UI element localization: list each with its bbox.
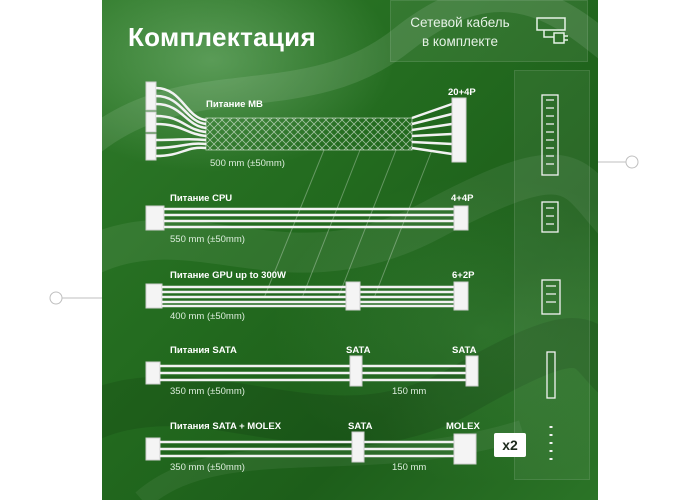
length-mb: 500 mm (±50mm) — [210, 158, 285, 169]
length-cpu: 550 mm (±50mm) — [170, 234, 245, 245]
green-panel — [102, 0, 598, 500]
connector-label-mb: 20+4P — [448, 87, 476, 98]
connector-mid-sata: SATA — [346, 345, 371, 356]
connector-label-gpu: 6+2P — [452, 270, 475, 281]
cpu-cable — [146, 206, 468, 230]
length-gpu: 400 mm (±50mm) — [170, 311, 245, 322]
mb-cable — [146, 82, 466, 162]
quantity-badge: x2 — [494, 433, 526, 457]
side-connector-icons — [542, 95, 560, 460]
gpu-cable — [146, 282, 468, 310]
connector-label-cpu: 4+4P — [451, 193, 474, 204]
cable-label-cpu: Питание CPU — [170, 193, 233, 204]
cable-label-sata: Питания SATA — [170, 345, 237, 356]
sata-molex-cable — [146, 432, 476, 464]
cable-label-gpu: Питание GPU up to 300W — [170, 270, 286, 281]
length-sata: 350 mm (±50mm) — [170, 386, 245, 397]
cable-label-mb: Питание MB — [206, 99, 263, 110]
cable-label-sata-molex: Питания SATA + MOLEX — [170, 421, 282, 432]
length2-sata-molex: 150 mm — [392, 462, 427, 473]
sata-cable — [146, 356, 478, 386]
page-title: Комплектация — [128, 22, 316, 52]
connector-end-molex: MOLEX — [446, 421, 480, 432]
length-sata-molex: 350 mm (±50mm) — [170, 462, 245, 473]
connector-mid-sata-molex: SATA — [348, 421, 373, 432]
length2-sata: 150 mm — [392, 386, 427, 397]
net-cable-line1: Сетевой кабель — [410, 15, 510, 30]
net-cable-line2: в комплекте — [421, 34, 499, 49]
connector-end-sata: SATA — [452, 345, 477, 356]
